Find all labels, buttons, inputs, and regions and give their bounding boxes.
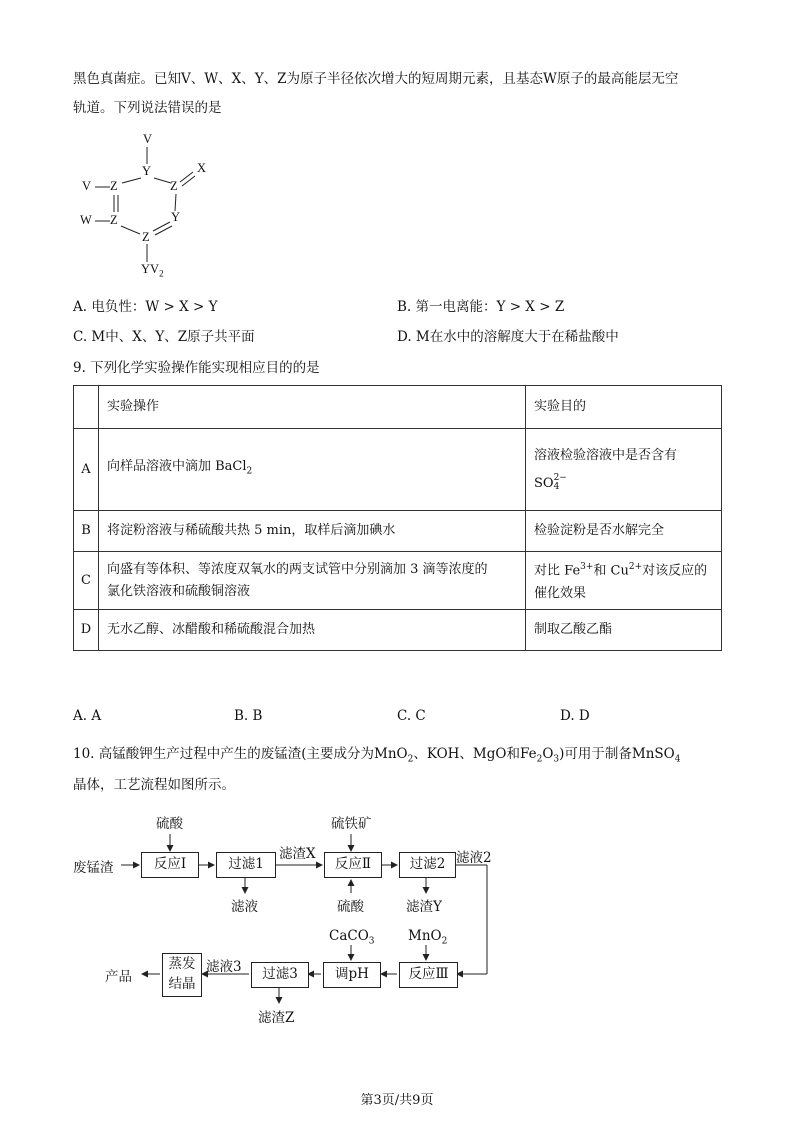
q9-option-d: D. D	[560, 708, 590, 724]
flow-adjust-ph: 调pH	[323, 962, 381, 988]
atom-bottom-z: Z	[142, 230, 150, 244]
atom-x: X	[197, 161, 207, 175]
atom-left-v: V	[82, 179, 92, 193]
q10-o3-sub: 3	[553, 754, 560, 765]
q8-option-d: D. M在水中的溶解度大于在稀盐酸中	[397, 329, 619, 345]
row-label: C	[74, 552, 99, 610]
intro-line-2: 轨道。下列说法错误的是	[73, 100, 222, 116]
row-operation-line1: 向盛有等体积、等浓度双氧水的两支试管中分别滴加 3 滴等浓度的	[107, 561, 488, 577]
table-header-goal: 实验目的	[526, 386, 722, 429]
flow-caco3-sub: 3	[368, 936, 375, 947]
q8-option-a: A. 电负性：W > X > Y	[73, 299, 218, 315]
q9-option-c: C. C	[397, 708, 426, 724]
flow-residue-y: 滤渣Y	[406, 899, 442, 915]
goal-cu: 和 Cu	[593, 563, 629, 579]
atom-lower-z: Z	[110, 213, 118, 227]
q9-option-b: B. B	[234, 708, 263, 724]
row-operation: 无水乙醇、冰醋酸和稀硫酸混合加热	[99, 610, 526, 651]
q10-stem-part-a: 10. 高锰酸钾生产过程中产生的废锰渣(主要成分为MnO	[73, 746, 408, 762]
goal-fe-charge: 3+	[580, 562, 594, 573]
goal-cu-charge: 2+	[628, 562, 643, 573]
flow-reaction-3: 反应Ⅲ	[399, 962, 458, 988]
flow-filtrate-3: 滤液3	[206, 959, 242, 975]
goal-fe: 对比 Fe	[534, 563, 581, 579]
flow-pyrite: 硫铁矿	[331, 816, 372, 832]
row-goal: 检验淀粉是否水解完全	[526, 511, 722, 552]
q9-stem: 9. 下列化学实验操作能实现相应目的的是	[73, 360, 320, 376]
flow-acid-1: 硫酸	[156, 816, 183, 832]
atom-right-y: Y	[171, 210, 181, 224]
flow-filtrate-2: 滤液2	[456, 850, 492, 866]
atom-left-z: Z	[110, 179, 118, 193]
row-operation-line2: 氯化铁溶液和硫酸铜溶液	[107, 583, 251, 599]
flow-reaction-2: 反应Ⅱ	[324, 852, 382, 878]
flow-mno2-sub: 2	[441, 936, 448, 947]
page-footer: 第3页/共9页	[360, 1093, 434, 1108]
flow-caco3	[329, 928, 375, 947]
row-operation-text: 向样品溶液中滴加 BaCl	[107, 459, 247, 475]
q10-stem-part-d: )可用于制备MnSO	[559, 746, 675, 762]
atom-right-z: Z	[170, 179, 178, 193]
flow-acid-2: 硫酸	[337, 899, 364, 915]
flow-residue-z: 滤渣Z	[258, 1010, 295, 1026]
sulfate-charge: 2−	[553, 473, 567, 483]
flow-input: 废锰渣	[73, 860, 114, 876]
q10-fe2-sub: 2	[536, 754, 543, 765]
flow-mno2	[408, 928, 447, 947]
intro-line-1: 黑色真菌症。已知V、W、X、Y、Z为原子半径依次增大的短周期元素，且基态W原子的最高能层无空	[73, 71, 679, 87]
atom-top-v: V	[143, 132, 153, 146]
group-yv2-subscript: 2	[159, 268, 164, 279]
group-yv2-label: YV	[141, 262, 160, 276]
row-goal-line2: 催化效果	[534, 585, 587, 601]
flow-reaction-1: 反应Ⅰ	[141, 852, 199, 878]
atom-top-y: Y	[142, 164, 152, 178]
table-header-operation: 实验操作	[99, 386, 526, 429]
flow-filter-2: 过滤2	[399, 852, 456, 878]
q8-option-c: C. M中、X、Y、Z原子共平面	[73, 329, 255, 345]
q9-option-a: A. A	[73, 708, 102, 724]
q10-stem-part-c: O	[542, 746, 554, 762]
sulfate-subscript: 4	[553, 482, 560, 492]
q10-stem-part-b: 、KOH、MgO和Fe	[413, 746, 537, 762]
row-operation: 将淀粉溶液与稀硫酸共热 5 min，取样后滴加碘水	[99, 511, 526, 552]
q10-so4-sub: 4	[674, 754, 681, 765]
row-label: A	[74, 429, 99, 511]
flow-filter-3: 过滤3	[251, 962, 309, 988]
q10-stem-line2: 晶体，工艺流程如图所示。	[73, 777, 235, 793]
flow-filtrate-1: 滤液	[231, 899, 258, 915]
atom-left-w: W	[80, 213, 92, 227]
sulfate-symbol: SO	[534, 475, 554, 491]
row-operation-subscript: 2	[246, 466, 253, 477]
row-label: B	[74, 511, 99, 552]
flow-mno2-label: MnO	[408, 928, 442, 944]
flow-evaporate-label: 蒸发	[168, 956, 196, 972]
flow-evaporate-crystallize	[162, 953, 202, 997]
flow-caco3-label: CaCO	[329, 928, 369, 944]
q10-mno2-sub: 2	[407, 754, 414, 765]
row-goal: 制取乙酸乙酯	[526, 610, 722, 651]
q8-option-b: B. 第一电离能：Y > X > Z	[397, 299, 565, 315]
row-goal-text: 溶液检验溶液中是否含有	[534, 447, 678, 463]
flow-crystallize-label: 结晶	[168, 976, 196, 992]
flow-residue-x: 滤渣X	[279, 846, 316, 862]
flow-product: 产品	[105, 969, 132, 985]
flow-filter-1: 过滤1	[216, 852, 276, 878]
row-label: D	[74, 610, 99, 651]
goal-end: 对该反应的	[642, 563, 708, 579]
